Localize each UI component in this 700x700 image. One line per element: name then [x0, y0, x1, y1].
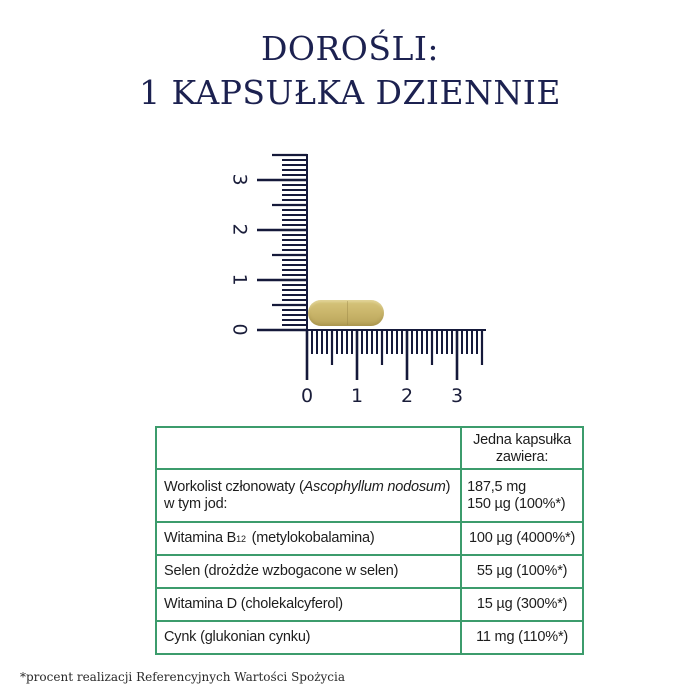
- ingredient-amount-line1: 187,5 mg: [467, 478, 526, 495]
- h-ruler-label-0: 0: [301, 385, 314, 407]
- header-name-cell: [156, 427, 461, 469]
- ingredient-name: Selen (drożdże wzbogacone w selen): [156, 555, 461, 588]
- header-value-cell: [461, 427, 583, 469]
- dosage-title-line2: 1 KAPSUŁKA DZIENNIE: [139, 73, 561, 112]
- v-ruler-label-2: 2: [228, 223, 251, 236]
- ingredient-name: [156, 522, 461, 555]
- h-ruler-label-1: 1: [351, 385, 364, 407]
- capsule-seam: [347, 301, 348, 325]
- ingredient-name: Witamina D (cholekalcyferol): [156, 588, 461, 621]
- v-ruler-label-1: 1: [228, 273, 251, 286]
- ingredient-name-text: Workolist członowaty (: [164, 478, 304, 495]
- table-row: [156, 522, 583, 555]
- ingredient-amount-line2: 150 µg (100%*): [467, 495, 566, 512]
- v-ruler-label-0: 0: [228, 323, 251, 336]
- supplement-facts-table: [155, 426, 584, 655]
- capsule-image: [308, 300, 384, 326]
- ingredient-name: [156, 469, 461, 522]
- ingredient-amount: [461, 469, 583, 522]
- table-row: [156, 588, 583, 621]
- header-value-line1: Jedna kapsułka: [473, 431, 572, 448]
- h-ruler-label-3: 3: [451, 385, 464, 407]
- ingredient-name-suffix: (metylokobalamina): [247, 529, 375, 546]
- table-header-row: [156, 427, 583, 469]
- table-row: [156, 469, 583, 522]
- ingredient-amount: 15 µg (300%*): [461, 588, 583, 621]
- ingredient-name: Cynk (glukonian cynku): [156, 621, 461, 654]
- table-row: [156, 621, 583, 654]
- ingredient-name-text: Witamina B: [164, 529, 237, 546]
- ingredient-name-suffix: ): [445, 478, 451, 495]
- header-value-line2: zawiera:: [495, 448, 549, 465]
- table-row: [156, 555, 583, 588]
- ingredient-subline: w tym jod:: [164, 495, 228, 512]
- ingredient-latin-name: Ascophyllum nodosum: [303, 478, 446, 495]
- h-ruler-label-2: 2: [401, 385, 414, 407]
- ingredient-amount: 55 µg (100%*): [461, 555, 583, 588]
- ingredient-subscript: 12: [236, 533, 246, 544]
- v-ruler-label-3: 3: [228, 173, 251, 186]
- ingredient-amount: 100 µg (4000%*): [461, 522, 583, 555]
- dosage-title-line1: DOROŚLI:: [260, 29, 440, 68]
- ingredient-amount: 11 mg (110%*): [461, 621, 583, 654]
- footnote: *procent realizacji Referencyjnych Wartości Spożycia: [20, 670, 346, 684]
